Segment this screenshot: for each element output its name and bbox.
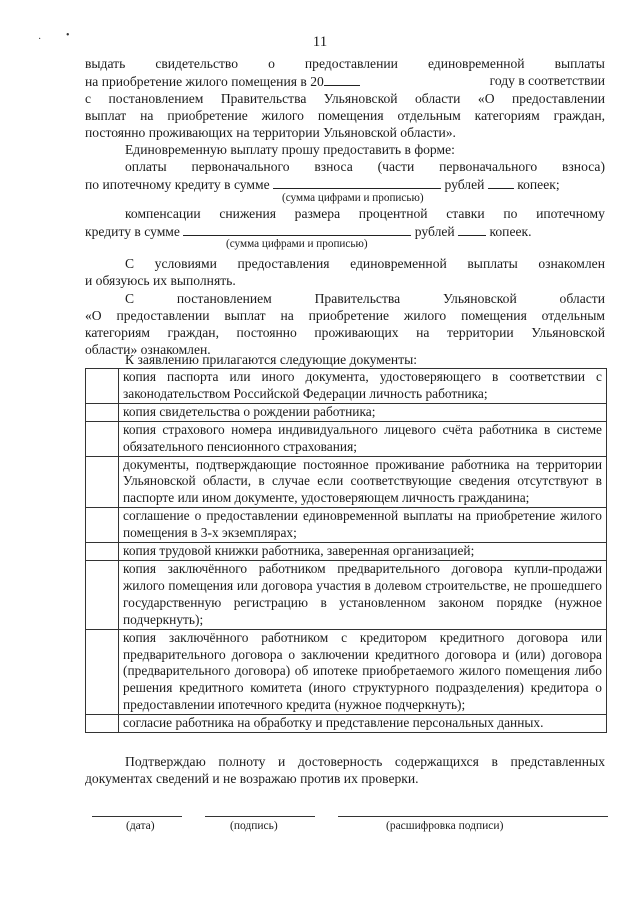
option1-kopecks-blank[interactable]: [488, 175, 514, 189]
name-decode-line[interactable]: [338, 815, 608, 817]
table-row: [86, 508, 607, 543]
confirmation-paragraph: Подтверждаю полноту и достоверность содержащихся в представленных документах сведений и не возражаю против их проверки.: [85, 754, 605, 786]
scan-speck: •: [66, 30, 70, 41]
intro-paragraph: [85, 55, 605, 141]
checkbox-cell[interactable]: [86, 369, 119, 404]
date-caption: (дата): [126, 820, 155, 832]
document-item: согласие работника на обработку и представление персональных данных.: [119, 715, 607, 733]
documents-heading: К заявлению прилагаются следующие документы:: [125, 352, 418, 367]
document-item: документы, подтверждающие постоянное проживание работника на территории Ульяновской области, в случае если соответствующие сведения отсутствуют в паспорте или ином документе, удостоверяющем личность гражданина;: [119, 456, 607, 508]
checkbox-cell[interactable]: [86, 403, 119, 421]
table-row: [86, 543, 607, 561]
option2-line-2: кредиту в сумме рублей копеек.: [85, 224, 532, 239]
signature-line[interactable]: [205, 815, 315, 817]
document-item: копия заключённого работником с кредитором кредитного договора или предварительного договора о заключении кредитного договора и (или) договора (предварительного договора) об ипотеке приобретаемого жилого помещения либо решения кредитного комитета (иного структурного подразделения) кредитора о предоставлении ипотечного кредита (нужное подчеркнуть);: [119, 629, 607, 715]
checkbox-cell[interactable]: [86, 715, 119, 733]
signature-caption: (подпись): [230, 820, 278, 832]
decode-caption: (расшифровка подписи): [386, 820, 504, 832]
table-row: [86, 715, 607, 733]
date-line[interactable]: [92, 815, 182, 817]
document-item: копия заключённого работником предварительного договора купли-продажи жилого помещения или договора участия в долевом строительстве, не прошедшего государственную регистрацию в установленном законом порядке (нужное подчеркнуть);: [119, 560, 607, 629]
intro-line-1: выдать свидетельство о предоставлении единовременной выплаты: [85, 56, 605, 71]
checkbox-cell[interactable]: [86, 456, 119, 508]
option1-line-2: по ипотечному кредиту в сумме рублей копеек;: [85, 177, 560, 192]
resolution-paragraph: С постановлением Правительства Ульяновской области «О предоставлении выплат на приобретение жилого помещения отдельным категориям граждан, постоянно проживающих на территории Ульяновской области» ознакомлен.: [85, 291, 605, 357]
option2-amount-blank[interactable]: [183, 222, 411, 236]
intro-line-3: с постановлением Правительства Ульяновской области «О предоставлении: [85, 91, 605, 106]
conditions-paragraph: С условиями предоставления единовременной выплаты ознакомлен и обязуюсь их выполнять.: [85, 256, 605, 288]
table-row: [86, 369, 607, 404]
page-number: 11: [312, 34, 328, 50]
document-item: копия страхового номера индивидуального лицевого счёта работника в системе обязательного пенсионного страхования;: [119, 421, 607, 456]
document-item: копия трудовой книжки работника, заверенная организацией;: [119, 543, 607, 561]
option2-kopecks-blank[interactable]: [458, 222, 486, 236]
checkbox-cell[interactable]: [86, 543, 119, 561]
document-item: копия свидетельства о рождении работника;: [119, 403, 607, 421]
table-row: [86, 421, 607, 456]
option1-caption: (сумма цифрами и прописью): [282, 192, 424, 204]
table-row: [86, 403, 607, 421]
table-row: [86, 629, 607, 715]
year-blank[interactable]: [324, 72, 360, 86]
option1-line-1: оплаты первоначального взноса (части первоначального взноса): [125, 159, 605, 174]
option1-amount-blank[interactable]: [273, 175, 441, 189]
checkbox-cell[interactable]: [86, 508, 119, 543]
option2-caption: (сумма цифрами и прописью): [226, 238, 368, 250]
checkbox-cell[interactable]: [86, 421, 119, 456]
form-heading: Единовременную выплату прошу предоставить в форме:: [125, 142, 455, 157]
table-row: [86, 560, 607, 629]
option2-line-1: компенсации снижения размера процентной ставки по ипотечному: [125, 206, 605, 221]
document-item: копия паспорта или иного документа, удостоверяющего в соответствии с законодательством Российской Федерации личность работника;: [119, 369, 607, 404]
scan-speck: ·: [38, 34, 42, 45]
intro-line-5: постоянно проживающих на территории Ульяновской области».: [85, 125, 456, 140]
intro-line-2: на приобретение жилого помещения в 20 году в соответствии: [85, 73, 605, 89]
intro-line-4: выплат на приобретение жилого помещения отдельным категориям граждан,: [85, 108, 605, 123]
checkbox-cell[interactable]: [86, 629, 119, 715]
table-row: [86, 456, 607, 508]
checkbox-cell[interactable]: [86, 560, 119, 629]
document-item: соглашение о предоставлении единовременной выплаты на приобретение жилого помещения в 3-х экземплярах;: [119, 508, 607, 543]
documents-table: [85, 368, 607, 733]
